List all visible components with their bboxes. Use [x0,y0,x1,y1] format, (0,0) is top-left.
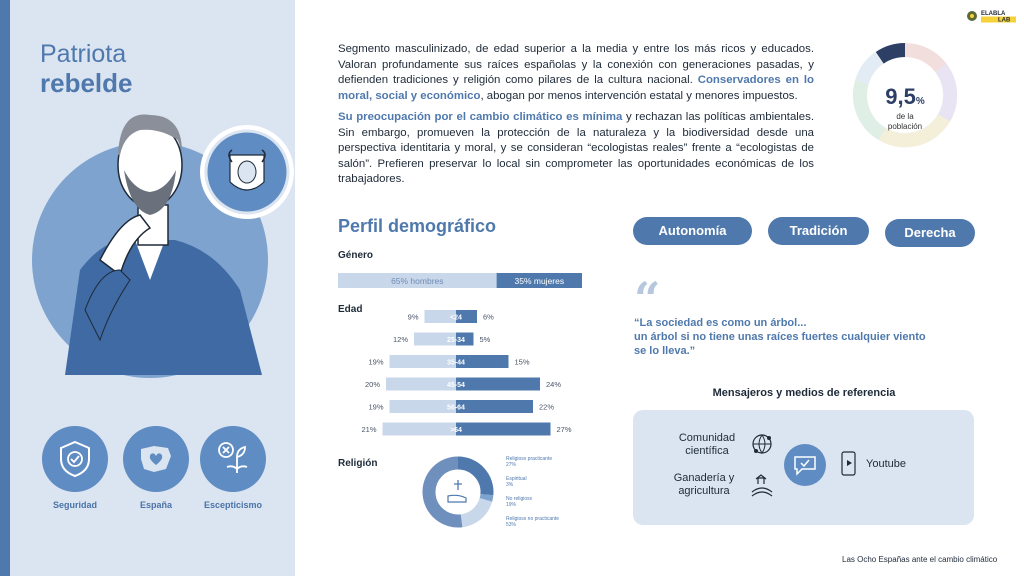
intro-text [338,42,814,188]
population-label-line1: de la [896,112,914,121]
religion-slice [462,500,486,521]
religion-label: Religión [338,458,378,469]
age-bar-right [456,423,551,436]
praying-hand-cross-icon [448,480,466,502]
age-bar-left [386,378,456,391]
population-label [852,112,958,132]
age-bar-left [383,423,457,436]
age-right-value: 24% [546,380,562,389]
badge-espana [123,426,189,492]
footer-note: Las Ocho Españas ante el cambio climático [842,555,998,564]
age-left-value: 21% [361,425,377,434]
age-bar-left [390,400,457,413]
intro-p1-text: Segmento masculinizado, de edad superior a la media y entre los más ricos y educados. Valoran profundamente sus raíces españolas y la conexión con generaciones pasadas, y defienden tradiciones y religión como pilares de la cultura nacional. [338,43,814,86]
age-category-label: 45-54 [447,382,465,389]
religion-slice [486,495,487,500]
age-right-value: 15% [514,357,530,367]
badge-label-escepticismo: Escepticismo [203,500,263,510]
media-item1-line1: Comunidad [678,432,736,444]
age-label: Edad [338,304,363,315]
intro-p1-highlight: Conservadores en lo moral, social y económico [338,74,814,102]
religion-legend-name: No religiosx [506,496,533,502]
media-item-comunidad-cientifica [676,432,738,458]
age-right-value: 22% [539,402,555,412]
badge-seguridad [42,426,108,492]
age-pyramid-chart [338,306,598,441]
population-label-line2: población [887,122,923,131]
portrait-illustration [0,110,295,385]
media-item1-line2: científica [685,445,729,457]
section-title-demographics: Perfil demográfico [338,216,497,236]
intro-p2-tail: y rechazan las políticas ambientales. Sin embargo, promueven la protección de la naturaleza y la biodiversidad desde una perspectiva identitaria y moral, y se consideran “ecologistas reales” frente a “ecologistas de salón”. Prefieren preservar lo local sin comprometer las oportunidades económicas de los trabajadores. [338,111,815,185]
religion-legend-value: 27% [506,462,517,468]
media-item-youtube: Youtube [866,458,906,470]
farm-field-icon [749,474,775,498]
age-right-value: 5% [479,335,491,344]
religion-legend-name: Religiosx practicante [506,456,553,462]
pill-tradicion: Tradición [768,217,869,245]
intro-paragraph-1 [338,42,814,104]
gender-bar-label: 65% hombres [391,276,444,286]
age-left-value: 12% [392,335,408,344]
age-left-value: 19% [368,357,384,367]
quote-mark: “ [634,272,661,326]
intro-paragraph-2 [338,110,814,188]
gender-bar-label: 35% mujeres [514,276,565,286]
age-left-value: 19% [368,402,384,412]
shield-check-icon [55,439,95,479]
svg-text:LAB: LAB [998,17,1011,24]
religion-legend-name: Espiritual [506,476,527,482]
intro-p2-highlight: Su preocupación por el cambio climático es mínima [338,111,623,123]
religion-legend-value: 53% [506,522,517,528]
age-bar-right [456,378,540,391]
spain-map-heart-icon [136,439,176,479]
religion-legend-name: Religiosx no practicante [506,516,560,522]
media-title: Mensajeros y medios de referencia [712,387,896,399]
globe-network-icon [749,431,775,457]
intro-p1-tail: , abogan por menos intervención estatal y menores impuestos. [480,89,798,102]
religion-donut-chart [418,452,618,532]
media-item2-line1: Ganadería y [673,472,735,484]
age-category-label: <24 [450,314,462,322]
media-item-ganaderia [670,472,738,498]
badge-label-espana: España [139,500,172,510]
chat-check-icon [792,453,818,477]
age-bar-right [456,400,533,413]
age-category-label: 25-34 [447,337,465,344]
chat-bubble-circle [784,444,826,486]
age-left-value: 9% [407,312,419,322]
religion-slice [458,463,487,495]
quote-text [634,316,974,358]
religion-slice [429,463,462,521]
quote-line1: “La sociedad es como un árbol... [634,317,807,329]
age-left-value: 20% [364,380,380,389]
pill-derecha: Derecha [885,219,975,247]
page-title-line2: rebelde [40,68,133,98]
population-unit: % [915,96,925,107]
age-bar-left [390,355,457,368]
badge-escepticismo [200,426,266,492]
quote-line2: un árbol si no tiene unas raíces fuertes cualquier viento [634,331,926,343]
age-category-label: 56-64 [447,404,465,412]
population-share-arc [880,50,905,58]
elabla-logo [966,8,1016,24]
religion-legend-value: 3% [506,482,514,488]
age-category-label: >64 [450,427,462,434]
religion-legend-value: 19% [506,502,517,508]
gender-bar-chart [338,271,598,291]
age-category-label: 35-44 [447,359,465,367]
population-number: 9,5 [885,84,916,109]
population-value [852,84,958,110]
age-right-value: 6% [483,312,494,322]
gender-label: Género [338,250,374,261]
svg-text:ELABLA: ELABLA [981,11,1006,17]
quote-line3: se lo lleva.” [634,345,696,357]
youtube-phone-icon [840,451,858,477]
pill-autonomia: Autonomía [633,217,752,245]
plant-x-icon [213,439,253,479]
badge-label-seguridad: Seguridad [52,500,97,510]
media-item2-line2: agricultura [678,485,730,497]
page-title-line1: Patriota [40,40,127,68]
age-right-value: 27% [556,425,572,434]
